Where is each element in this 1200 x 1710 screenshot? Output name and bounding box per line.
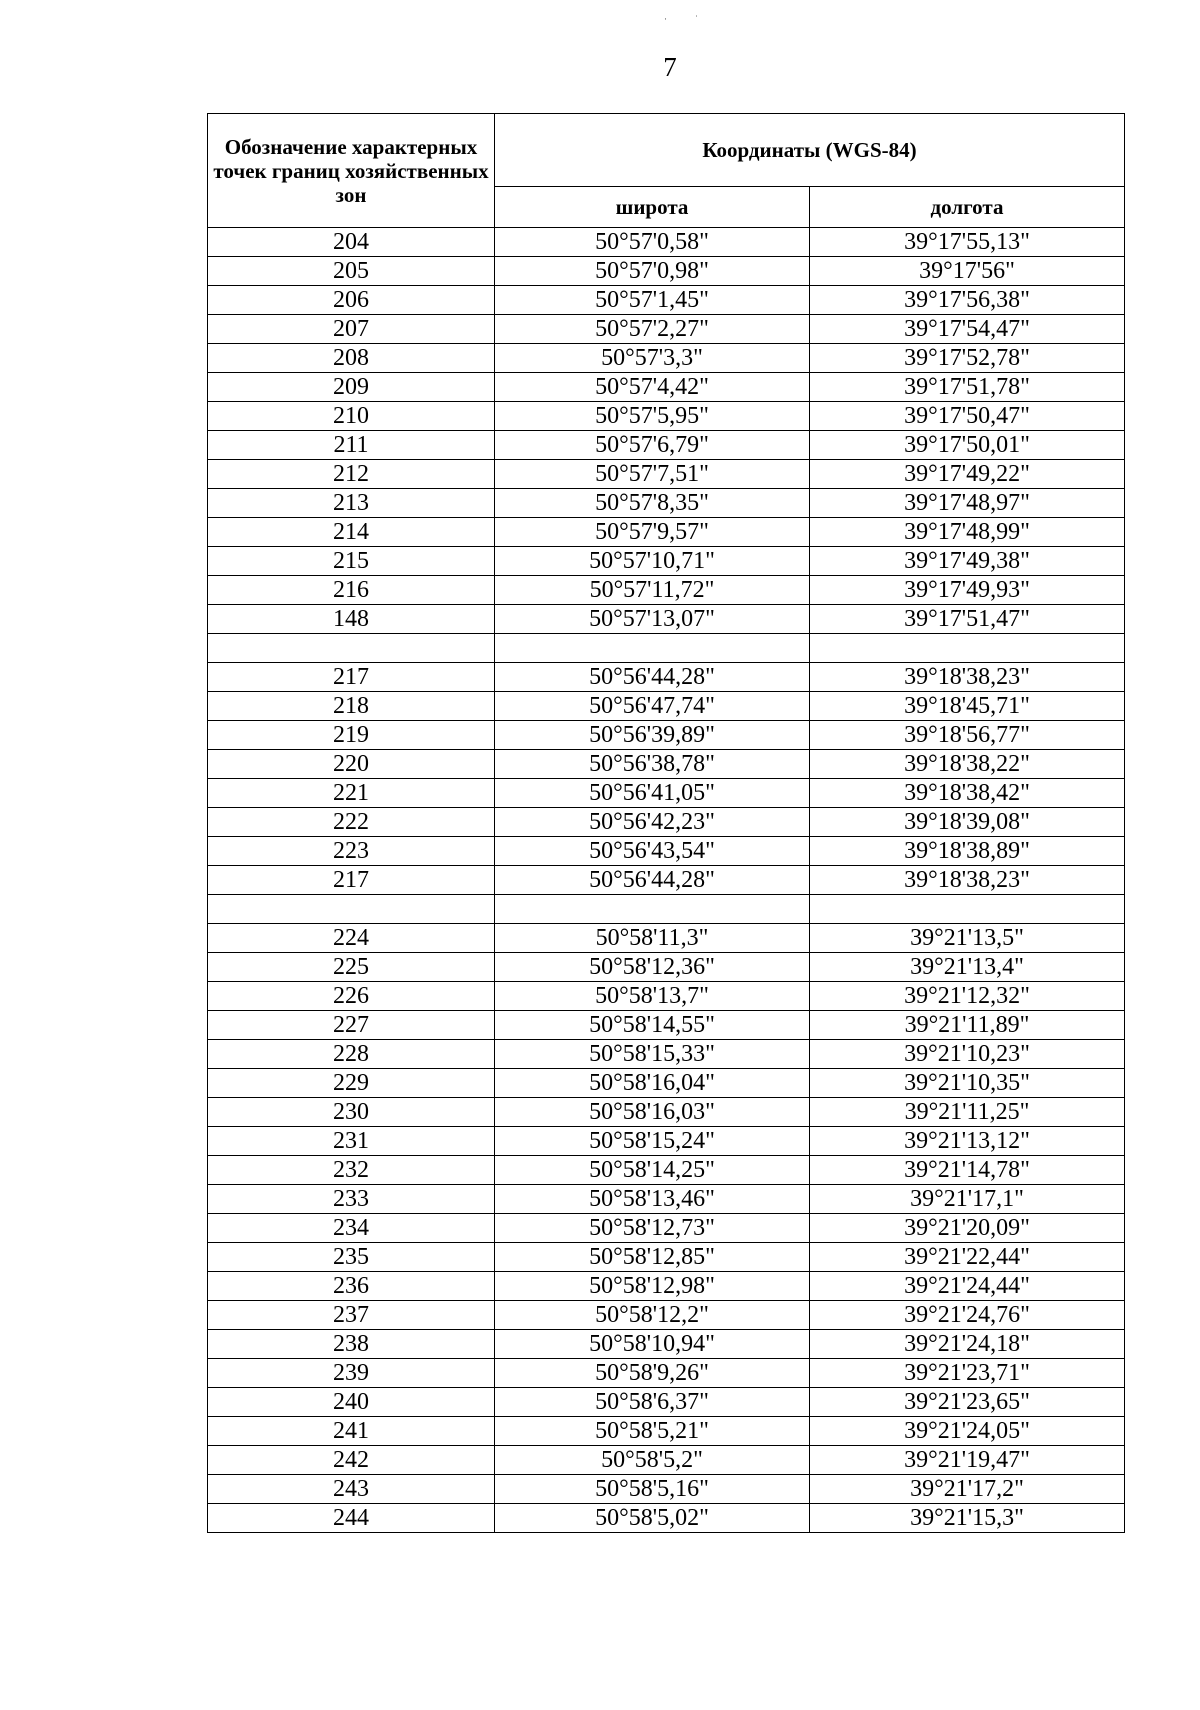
table-row xyxy=(208,605,1125,634)
table-row xyxy=(208,1156,1125,1185)
latitude-cell: 50°58'13,46" xyxy=(495,1185,810,1214)
latitude-cell: 50°57'0,98" xyxy=(495,257,810,286)
table-row xyxy=(208,576,1125,605)
table-row xyxy=(208,837,1125,866)
point-id-cell: 206 xyxy=(208,286,495,315)
point-id-cell: 226 xyxy=(208,982,495,1011)
point-id-cell: 241 xyxy=(208,1417,495,1446)
longitude-cell: 39°21'14,78" xyxy=(810,1156,1125,1185)
table-row xyxy=(208,1214,1125,1243)
table-row xyxy=(208,228,1125,257)
latitude-cell: 50°58'10,94" xyxy=(495,1330,810,1359)
longitude-cell: 39°17'56,38" xyxy=(810,286,1125,315)
longitude-cell: 39°21'24,05" xyxy=(810,1417,1125,1446)
point-id-cell: 148 xyxy=(208,605,495,634)
header-coordinates: Координаты (WGS-84) xyxy=(495,114,1125,187)
table-row xyxy=(208,1446,1125,1475)
point-id-cell: 243 xyxy=(208,1475,495,1504)
point-id-cell: 235 xyxy=(208,1243,495,1272)
longitude-cell: 39°21'13,4" xyxy=(810,953,1125,982)
point-id-cell: 212 xyxy=(208,460,495,489)
latitude-cell: 50°57'8,35" xyxy=(495,489,810,518)
table-row xyxy=(208,1011,1125,1040)
latitude-cell: 50°58'9,26" xyxy=(495,1359,810,1388)
longitude-cell: 39°21'10,35" xyxy=(810,1069,1125,1098)
latitude-cell: 50°56'41,05" xyxy=(495,779,810,808)
latitude-cell: 50°58'14,25" xyxy=(495,1156,810,1185)
table-row xyxy=(208,1098,1125,1127)
point-id-cell: 239 xyxy=(208,1359,495,1388)
longitude-cell: 39°17'48,97" xyxy=(810,489,1125,518)
longitude-cell: 39°21'13,5" xyxy=(810,924,1125,953)
table-row xyxy=(208,692,1125,721)
point-id-cell: 240 xyxy=(208,1388,495,1417)
table-row xyxy=(208,402,1125,431)
latitude-cell: 50°58'13,7" xyxy=(495,982,810,1011)
latitude-cell: 50°58'12,36" xyxy=(495,953,810,982)
table-row xyxy=(208,1475,1125,1504)
table-row xyxy=(208,286,1125,315)
table-row xyxy=(208,1040,1125,1069)
longitude-cell: 39°17'51,47" xyxy=(810,605,1125,634)
longitude-cell: 39°18'39,08" xyxy=(810,808,1125,837)
table-row xyxy=(208,460,1125,489)
latitude-cell: 50°58'12,98" xyxy=(495,1272,810,1301)
point-id-cell: 236 xyxy=(208,1272,495,1301)
longitude-cell: 39°18'38,42" xyxy=(810,779,1125,808)
longitude-cell: 39°18'45,71" xyxy=(810,692,1125,721)
point-id-cell: 208 xyxy=(208,344,495,373)
point-id-cell: 227 xyxy=(208,1011,495,1040)
longitude-cell: 39°21'17,2" xyxy=(810,1475,1125,1504)
point-id-cell xyxy=(208,895,495,924)
latitude-cell: 50°57'10,71" xyxy=(495,547,810,576)
point-id-cell: 222 xyxy=(208,808,495,837)
latitude-cell: 50°58'16,04" xyxy=(495,1069,810,1098)
table-row xyxy=(208,1185,1125,1214)
table-row xyxy=(208,982,1125,1011)
longitude-cell: 39°18'38,22" xyxy=(810,750,1125,779)
latitude-cell: 50°57'13,07" xyxy=(495,605,810,634)
latitude-cell: 50°58'5,16" xyxy=(495,1475,810,1504)
point-id-cell: 210 xyxy=(208,402,495,431)
latitude-cell: 50°58'5,02" xyxy=(495,1504,810,1533)
table-row xyxy=(208,1388,1125,1417)
point-id-cell: 219 xyxy=(208,721,495,750)
point-id-cell: 238 xyxy=(208,1330,495,1359)
latitude-cell: 50°58'5,2" xyxy=(495,1446,810,1475)
latitude-cell: 50°56'47,74" xyxy=(495,692,810,721)
table-row xyxy=(208,1330,1125,1359)
table-row xyxy=(208,257,1125,286)
point-id-cell: 213 xyxy=(208,489,495,518)
point-id-cell: 233 xyxy=(208,1185,495,1214)
point-id-cell: 218 xyxy=(208,692,495,721)
latitude-cell: 50°58'12,73" xyxy=(495,1214,810,1243)
table-row xyxy=(208,547,1125,576)
table-row xyxy=(208,1417,1125,1446)
latitude-cell: 50°57'5,95" xyxy=(495,402,810,431)
point-id-cell: 230 xyxy=(208,1098,495,1127)
table-row xyxy=(208,866,1125,895)
latitude-cell: 50°57'6,79" xyxy=(495,431,810,460)
longitude-cell: 39°18'38,89" xyxy=(810,837,1125,866)
latitude-cell xyxy=(495,895,810,924)
longitude-cell: 39°21'22,44" xyxy=(810,1243,1125,1272)
point-id-cell: 217 xyxy=(208,663,495,692)
latitude-cell: 50°58'5,21" xyxy=(495,1417,810,1446)
latitude-cell: 50°58'15,33" xyxy=(495,1040,810,1069)
latitude-cell: 50°56'39,89" xyxy=(495,721,810,750)
longitude-cell xyxy=(810,895,1125,924)
table-row xyxy=(208,1243,1125,1272)
longitude-cell: 39°18'38,23" xyxy=(810,663,1125,692)
point-id-cell: 223 xyxy=(208,837,495,866)
table-body xyxy=(208,228,1125,1533)
page-number: 7 xyxy=(663,52,677,82)
table-row xyxy=(208,1301,1125,1330)
longitude-cell: 39°21'11,25" xyxy=(810,1098,1125,1127)
table-row xyxy=(208,924,1125,953)
latitude-cell: 50°58'11,3" xyxy=(495,924,810,953)
header-latitude: широта xyxy=(495,187,810,228)
longitude-cell: 39°18'56,77" xyxy=(810,721,1125,750)
point-id-cell: 216 xyxy=(208,576,495,605)
latitude-cell: 50°57'7,51" xyxy=(495,460,810,489)
longitude-cell: 39°17'49,38" xyxy=(810,547,1125,576)
longitude-cell: 39°18'38,23" xyxy=(810,866,1125,895)
latitude-cell: 50°57'9,57" xyxy=(495,518,810,547)
latitude-cell: 50°56'42,23" xyxy=(495,808,810,837)
longitude-cell: 39°17'51,78" xyxy=(810,373,1125,402)
latitude-cell: 50°58'12,2" xyxy=(495,1301,810,1330)
longitude-cell: 39°21'20,09" xyxy=(810,1214,1125,1243)
point-id-cell xyxy=(208,634,495,663)
point-id-cell: 229 xyxy=(208,1069,495,1098)
longitude-cell: 39°21'23,71" xyxy=(810,1359,1125,1388)
point-id-cell: 224 xyxy=(208,924,495,953)
point-id-cell: 228 xyxy=(208,1040,495,1069)
table-row xyxy=(208,315,1125,344)
latitude-cell: 50°58'6,37" xyxy=(495,1388,810,1417)
point-id-cell: 205 xyxy=(208,257,495,286)
longitude-cell: 39°21'19,47" xyxy=(810,1446,1125,1475)
longitude-cell: 39°17'50,47" xyxy=(810,402,1125,431)
point-id-cell: 217 xyxy=(208,866,495,895)
longitude-cell: 39°17'54,47" xyxy=(810,315,1125,344)
point-id-cell: 242 xyxy=(208,1446,495,1475)
table-row xyxy=(208,663,1125,692)
table-row xyxy=(208,808,1125,837)
longitude-cell: 39°17'48,99" xyxy=(810,518,1125,547)
longitude-cell: 39°21'15,3" xyxy=(810,1504,1125,1533)
latitude-cell: 50°57'0,58" xyxy=(495,228,810,257)
point-id-cell: 215 xyxy=(208,547,495,576)
latitude-cell: 50°58'12,85" xyxy=(495,1243,810,1272)
point-id-cell: 234 xyxy=(208,1214,495,1243)
table-row xyxy=(208,779,1125,808)
point-id-cell: 225 xyxy=(208,953,495,982)
longitude-cell: 39°21'24,44" xyxy=(810,1272,1125,1301)
table-row xyxy=(208,373,1125,402)
latitude-cell: 50°57'11,72" xyxy=(495,576,810,605)
header-point-designation: Обозначение характерных точек границ хозяйственных зон xyxy=(208,114,495,228)
longitude-cell: 39°17'56" xyxy=(810,257,1125,286)
table-row xyxy=(208,721,1125,750)
longitude-cell: 39°17'55,13" xyxy=(810,228,1125,257)
longitude-cell: 39°17'49,93" xyxy=(810,576,1125,605)
longitude-cell xyxy=(810,634,1125,663)
latitude-cell: 50°57'2,27" xyxy=(495,315,810,344)
table-row xyxy=(208,489,1125,518)
latitude-cell: 50°57'3,3" xyxy=(495,344,810,373)
scan-specks: ·˙ xyxy=(664,14,726,24)
longitude-cell: 39°21'11,89" xyxy=(810,1011,1125,1040)
latitude-cell: 50°56'44,28" xyxy=(495,866,810,895)
longitude-cell: 39°21'12,32" xyxy=(810,982,1125,1011)
point-id-cell: 207 xyxy=(208,315,495,344)
latitude-cell: 50°58'16,03" xyxy=(495,1098,810,1127)
latitude-cell xyxy=(495,634,810,663)
table-row xyxy=(208,1272,1125,1301)
latitude-cell: 50°56'38,78" xyxy=(495,750,810,779)
longitude-cell: 39°21'17,1" xyxy=(810,1185,1125,1214)
longitude-cell: 39°17'52,78" xyxy=(810,344,1125,373)
table-row xyxy=(208,431,1125,460)
table-row xyxy=(208,1504,1125,1533)
longitude-cell: 39°21'24,76" xyxy=(810,1301,1125,1330)
latitude-cell: 50°56'44,28" xyxy=(495,663,810,692)
coordinates-table xyxy=(207,113,1125,1533)
table-spacer-row xyxy=(208,634,1125,663)
latitude-cell: 50°57'4,42" xyxy=(495,373,810,402)
point-id-cell: 221 xyxy=(208,779,495,808)
latitude-cell: 50°58'15,24" xyxy=(495,1127,810,1156)
point-id-cell: 237 xyxy=(208,1301,495,1330)
longitude-cell: 39°21'13,12" xyxy=(810,1127,1125,1156)
table-row xyxy=(208,518,1125,547)
point-id-cell: 220 xyxy=(208,750,495,779)
table-row xyxy=(208,1127,1125,1156)
table-row xyxy=(208,1359,1125,1388)
table-row xyxy=(208,1069,1125,1098)
table-spacer-row xyxy=(208,895,1125,924)
latitude-cell: 50°58'14,55" xyxy=(495,1011,810,1040)
longitude-cell: 39°21'23,65" xyxy=(810,1388,1125,1417)
point-id-cell: 211 xyxy=(208,431,495,460)
point-id-cell: 214 xyxy=(208,518,495,547)
point-id-cell: 232 xyxy=(208,1156,495,1185)
latitude-cell: 50°57'1,45" xyxy=(495,286,810,315)
longitude-cell: 39°17'49,22" xyxy=(810,460,1125,489)
latitude-cell: 50°56'43,54" xyxy=(495,837,810,866)
point-id-cell: 231 xyxy=(208,1127,495,1156)
table-row xyxy=(208,750,1125,779)
longitude-cell: 39°21'10,23" xyxy=(810,1040,1125,1069)
longitude-cell: 39°21'24,18" xyxy=(810,1330,1125,1359)
longitude-cell: 39°17'50,01" xyxy=(810,431,1125,460)
point-id-cell: 209 xyxy=(208,373,495,402)
point-id-cell: 244 xyxy=(208,1504,495,1533)
point-id-cell: 204 xyxy=(208,228,495,257)
table-row xyxy=(208,953,1125,982)
table-row xyxy=(208,344,1125,373)
header-longitude: долгота xyxy=(810,187,1125,228)
